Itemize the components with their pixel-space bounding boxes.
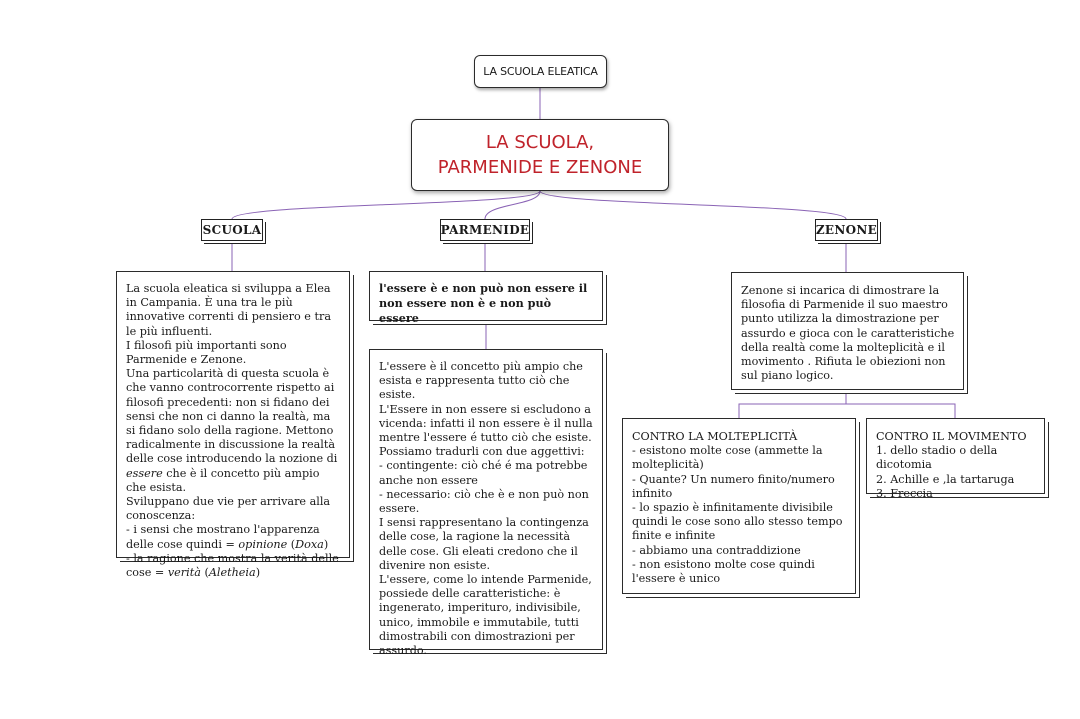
movimento-item: 2. Achille e ,la tartaruga [876, 472, 1015, 486]
aletheia-term: Aletheia [208, 566, 256, 580]
parmenide-thesis [369, 271, 603, 325]
zenone-paragraph: Zenone si incarica di dimostrare la filosofia di Parmenide il suo maestro punto utilizza la dimostrazione per assurdo e gioca con le caratteristiche della realtà come la molteplicità e il movimento . Rifiuta le obiezioni non sul piano logico. [741, 284, 955, 383]
scuola-description [116, 271, 350, 580]
movimento-title: CONTRO IL MOVIMENTO [876, 430, 1027, 443]
parmenide-paragraph: - necessario: ciò che è e non può non essere. [379, 487, 589, 516]
parmenide-paragraph: Possiamo tradurli con due aggettivi: [379, 445, 585, 459]
connector-main-scuola [232, 191, 540, 219]
connector-main-zenone [540, 191, 846, 219]
molteplicita-title: CONTRO LA MOLTEPLICITÀ [632, 430, 798, 443]
main-title [411, 119, 669, 191]
molteplicita-box [622, 418, 856, 594]
scuola-paragraph: - la ragione che mostra la verità delle cose = verità (Aletheia) [126, 551, 339, 580]
category-zenone [815, 219, 878, 241]
scuola-paragraph: I filosofi più importanti sono Parmenide e Zenone. [126, 338, 287, 367]
main-title-line2: PARMENIDE E ZENONE [437, 157, 643, 178]
parmenide-thesis-text: l'essere è e non può non essere il non essere non è e non può essere [379, 281, 588, 325]
scuola-paragraph: - i sensi che mostrano l'apparenza delle cose quindi = opinione (Doxa) [126, 523, 329, 551]
main-title-line1: LA SCUOLA, [485, 132, 595, 153]
parmenide-paragraph: L'Essere in non essere si escludono a vicenda: infatti il non essere è il nulla mentre l'essere é tutto ciò che esiste. [379, 402, 593, 445]
category-zenone-label: ZENONE [815, 223, 878, 237]
molteplicita-item: - esistono molte cose (ammette la molteplicità) [632, 444, 823, 472]
connector-zenone-branches [739, 390, 846, 418]
molteplicita-item: - abbiamo una contraddizione [632, 543, 801, 557]
opinione-term: opinione [238, 537, 288, 551]
movimento-box [866, 418, 1045, 500]
verita-term: verità [167, 566, 201, 580]
parmenide-description [369, 349, 603, 658]
top-title [474, 55, 607, 88]
scuola-paragraph: La scuola eleatica si sviluppa a Elea in Campania. È una tra le più innovative correnti di pensiero e tra le più influenti. [126, 282, 331, 338]
zenone-description [731, 272, 964, 390]
parmenide-paragraph: - contingente: ciò ché é ma potrebbe anche non essere [379, 459, 588, 487]
movimento-item: 3. Freccia [876, 486, 933, 500]
molteplicita-item: - Quante? Un numero finito/numero infinito [632, 472, 835, 500]
category-parmenide [440, 219, 530, 241]
molteplicita-item: - non esistono molte cose quindi l'essere è unico [632, 557, 815, 586]
category-scuola [201, 219, 263, 241]
doxa-term: Doxa [295, 537, 324, 551]
category-parmenide-label: PARMENIDE [440, 223, 530, 237]
parmenide-paragraph: L'essere, come lo intende Parmenide, possiede delle caratteristiche: è ingenerato, imperituro, indivisibile, unico, immobile e immutabile, tutti dimostrabili con dimostrazioni per assurdo. [379, 573, 592, 658]
top-title-text: LA SCUOLA ELEATICA [483, 65, 598, 78]
category-scuola-label: SCUOLA [202, 223, 262, 237]
parmenide-paragraph: L'essere è il concetto più ampio che esista e rappresenta tutto ciò che esiste. [379, 360, 583, 402]
movimento-item: 1. dello stadio o della dicotomia [876, 444, 998, 472]
connector-zenone-branch-right [846, 404, 955, 418]
molteplicita-item: - lo spazio è infinitamente divisibile quindi le cose sono allo stesso tempo finite e infinite [632, 501, 843, 543]
parmenide-paragraph: I sensi rappresentano la contingenza delle cose, la ragione la necessità delle cose. Gli eleati credono che il divenire non esiste. [379, 516, 589, 572]
essere-term: essere [126, 466, 163, 480]
scuola-paragraph: Sviluppano due vie per arrivare alla conoscenza: [126, 495, 331, 523]
scuola-paragraph: Una particolarità di questa scuola è che vanno controcorrente rispetto ai filosofi precedenti: non si fidano dei sensi che non ci danno la realtà, ma si fidano solo della ragione. Mettono radicalmente in discussione la realtà delle cose introducendo la nozione di essere che è il concetto più ampio che esista. [126, 367, 338, 494]
